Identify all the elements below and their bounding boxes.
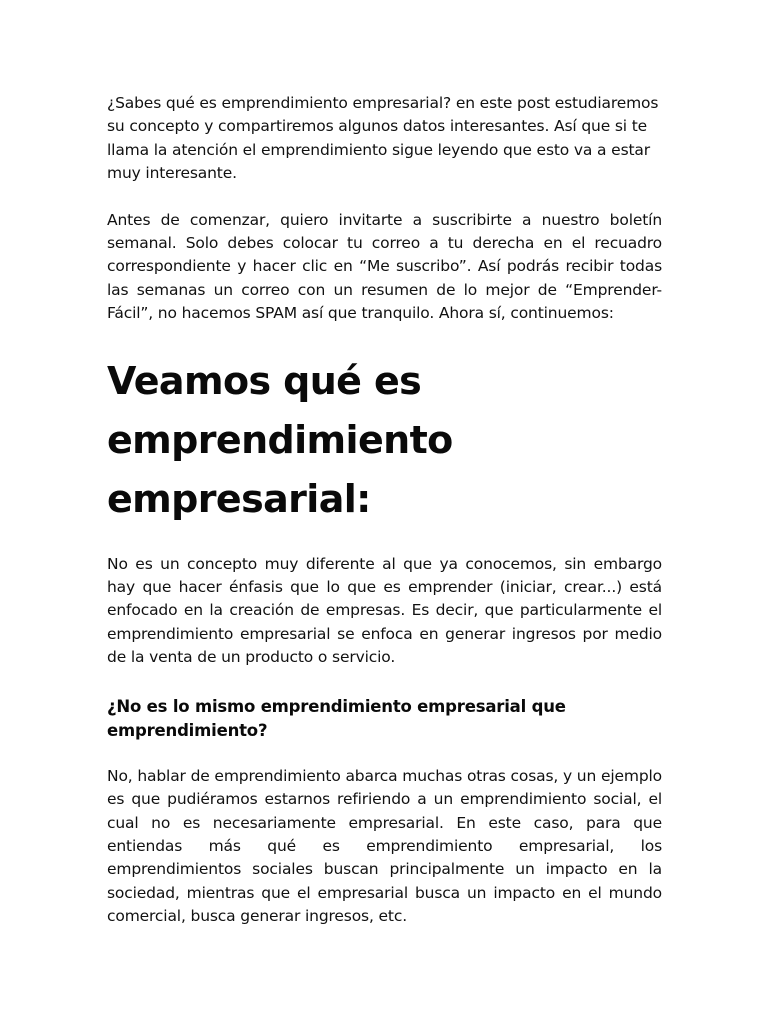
- comparison-paragraph: No, hablar de emprendimiento abarca muchas otras cosas, y un ejemplo es que pudiéramos estarnos refiriendo a un emprendimiento social, el cual no es necesariamente empresarial. En este caso, para que entiendas más qué es emprendimiento empresarial, los emprendimientos sociales buscan principalmente un impacto en la sociedad, mientras que el empresarial busca un impacto en el mundo comercial, busca generar ingresos, etc.: [107, 766, 662, 926]
- document-page: [107, 92, 662, 929]
- sub-heading: ¿No es lo mismo emprendimiento empresarial que emprendimiento?: [107, 696, 566, 740]
- definition-paragraph: No es un concepto muy diferente al que ya conocemos, sin embargo hay que hacer énfasis que lo que es emprender (iniciar, crear...) está enfocado en la creación de empresas. Es decir, que particularmente el emprendimiento empresarial se enfoca en generar ingresos por medio de la venta de un producto o servicio.: [107, 554, 662, 667]
- main-heading: Veamos qué es emprendimiento empresarial:: [107, 358, 453, 521]
- intro-paragraph: ¿Sabes qué es emprendimiento empresarial? en este post estudiaremos su concepto y compartiremos algunos datos interesantes. Así que si te llama la atención el emprendimiento sigue leyendo que esto va a estar muy interesante.: [107, 94, 659, 183]
- newsletter-paragraph: Antes de comenzar, quiero invitarte a suscribirte a nuestro boletín semanal. Solo debes colocar tu correo a tu derecha en el recuadro correspondiente y hacer clic en “Me suscribo”. Así podrás recibir todas las semanas un correo con un resumen de lo mejor de “Emprender-Fácil”, no hacemos SPAM así que tranquilo. Ahora sí, continuemos:: [107, 210, 662, 323]
